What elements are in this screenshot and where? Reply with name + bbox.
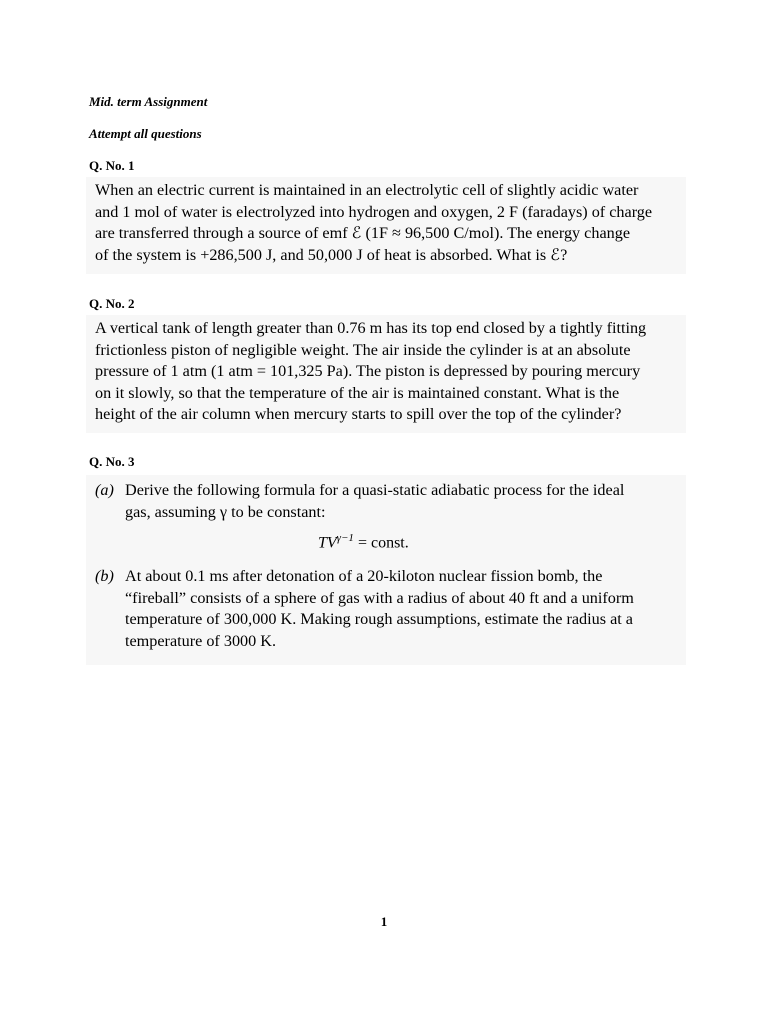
assignment-title: Mid. term Assignment (89, 94, 208, 109)
assignment-instruction: Attempt all questions (89, 126, 202, 141)
question-3-part-b (95, 566, 680, 654)
question-1-line: and 1 mol of water is electrolyzed into hydrogen and oxygen, 2 F (faradays) of charge (95, 202, 653, 221)
part-a-text (125, 480, 680, 523)
question-2-line: pressure of 1 atm (1 atm = 101,325 Pa). The piston is depressed by pouring mercury (95, 362, 641, 381)
question-1-line: of the system is +286,500 J, and 50,000 J of heat is absorbed. What is ℰ? (95, 245, 568, 264)
formula-exponent: γ−1 (336, 532, 354, 544)
part-b-line: temperature of 3000 K. (125, 631, 277, 650)
page-number: 1 (380, 914, 388, 929)
part-b-label: (b) (95, 567, 114, 585)
question-1-label: Q. No. 1 (89, 158, 135, 173)
question-1-line: When an electric current is maintained in an electrolytic cell of slightly acidic water (95, 181, 639, 199)
part-a-line: Derive the following formula for a quasi-static adiabatic process for the ideal (125, 481, 625, 499)
part-a-line: gas, assuming γ to be constant: (125, 502, 326, 521)
question-2-label: Q. No. 2 (89, 296, 135, 311)
part-b-line: temperature of 300,000 K. Making rough assumptions, estimate the radius at a (125, 610, 633, 629)
adiabatic-formula (318, 532, 409, 552)
question-3-label: Q. No. 3 (89, 454, 135, 469)
formula-rhs: = const. (353, 534, 409, 552)
question-3-part-a (95, 480, 680, 524)
question-2-line: on it slowly, so that the temperature of the air is maintained constant. What is the (95, 383, 620, 402)
question-2-line: height of the air column when mercury starts to spill over the top of the cylinder? (95, 405, 622, 424)
part-b-text (125, 566, 680, 652)
question-1-text (95, 180, 680, 266)
part-b-line: At about 0.1 ms after detonation of a 20-kiloton nuclear fission bomb, the (125, 567, 603, 585)
question-2-text (95, 318, 680, 426)
question-2-line: A vertical tank of length greater than 0.76 m has its top end closed by a tightly fitting (95, 319, 647, 337)
question-2-line: frictionless piston of negligible weight. The air inside the cylinder is at an absolute (95, 340, 631, 359)
part-b-line: “fireball” consists of a sphere of gas with a radius of about 40 ft and a uniform (125, 588, 634, 607)
question-1-line: are transferred through a source of emf ℰ (1F ≈ 96,500 C/mol). The energy change (95, 224, 631, 243)
part-a-label: (a) (95, 481, 114, 499)
formula-base: TV (318, 534, 337, 552)
